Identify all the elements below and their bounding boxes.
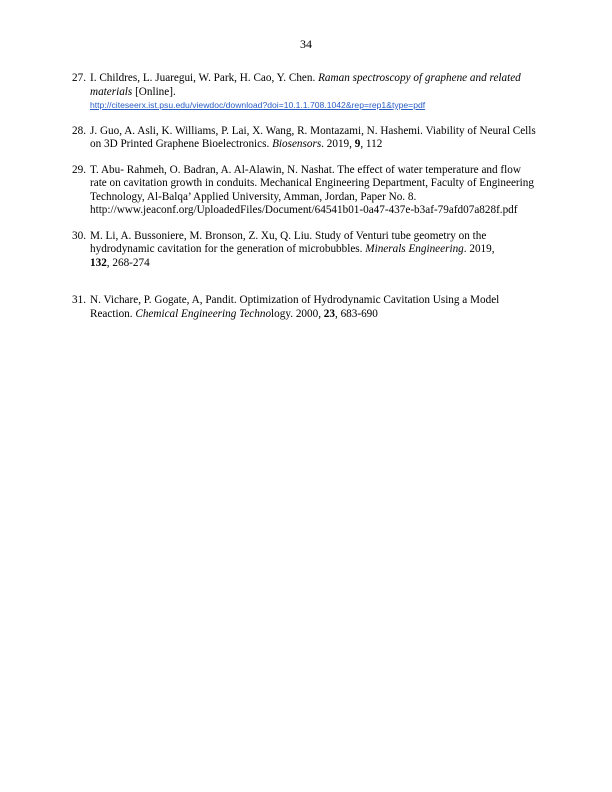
reference-journal-rest: logy [271,307,291,320]
reference-number: 31. [72,294,86,306]
reference-year: . 2019, [321,138,352,150]
reference-text: J. Guo, A. Asli, K. Williams, P. Lai, X. Wang, R. Montazami, N. Hashemi. Viability of Neural Cells on 3D Printed Graphene Bioelectronics. [90,124,536,150]
reference-item-27 [72,72,540,113]
reference-text: T. Abu- Rahmeh, O. Badran, A. Al-Alawin, N. Nashat. The effect of water temperature and flow rate on cavitation growth in conduits. Mechanical Engineering Department, Faculty of Engineering Technology, Al-Balqa’ Applied University, Amman, Jordan, Paper No. 8. http://www.jeaconf.org/UploadedFiles/Document/64541b01-0a47-437e-b3af-79afd07a828f.pdf [90,163,534,216]
reference-item-30 [72,230,540,271]
reference-number: 27. [72,72,86,84]
reference-text: M. Li, A. Bussoniere, M. Bronson, Z. Xu, Q. Liu. Study of Venturi tube geometry on the hydrodynamic cavitation for the generation of microbubbles. [90,229,487,255]
reference-item-31 [72,294,540,321]
reference-authors: I. Childres, L. Juaregui, W. Park, H. Cao, Y. Chen. [90,72,316,84]
reference-volume: 9 [354,138,361,150]
reference-item-28 [72,125,540,152]
reference-year: . 2000, [290,307,321,320]
reference-journal: Chemical Engineering Techno [135,307,272,320]
reference-number: 29. [72,163,86,176]
reference-journal: Minerals Engineering [365,243,464,255]
reference-journal: Biosensors [272,138,322,150]
reference-list [72,72,540,333]
reference-pages: , 268-274 [106,256,150,269]
reference-suffix: [Online]. [135,85,176,98]
reference-text: N. Vichare, P. Gogate, A, Pandit. Optimization of Hydrodynamic Cavitation Using a Model Reaction. [90,294,500,320]
reference-url-link[interactable]: http://citeseerx.ist.psu.edu/viewdoc/download?doi=10.1.1.708.1042&rep=rep1&type=pdf [90,100,426,110]
reference-number: 30. [72,229,86,242]
reference-pages: , 683-690 [334,307,378,320]
page-number: 34 [300,37,312,51]
reference-title: Raman spectroscopy of graphene and related materials [90,72,521,98]
reference-pages: , 112 [360,138,383,150]
reference-volume: 23 [323,307,335,320]
reference-year: . 2019, [463,243,495,255]
reference-number: 28. [72,124,86,137]
reference-volume: 132 [90,256,107,269]
reference-item-29 [72,164,540,218]
